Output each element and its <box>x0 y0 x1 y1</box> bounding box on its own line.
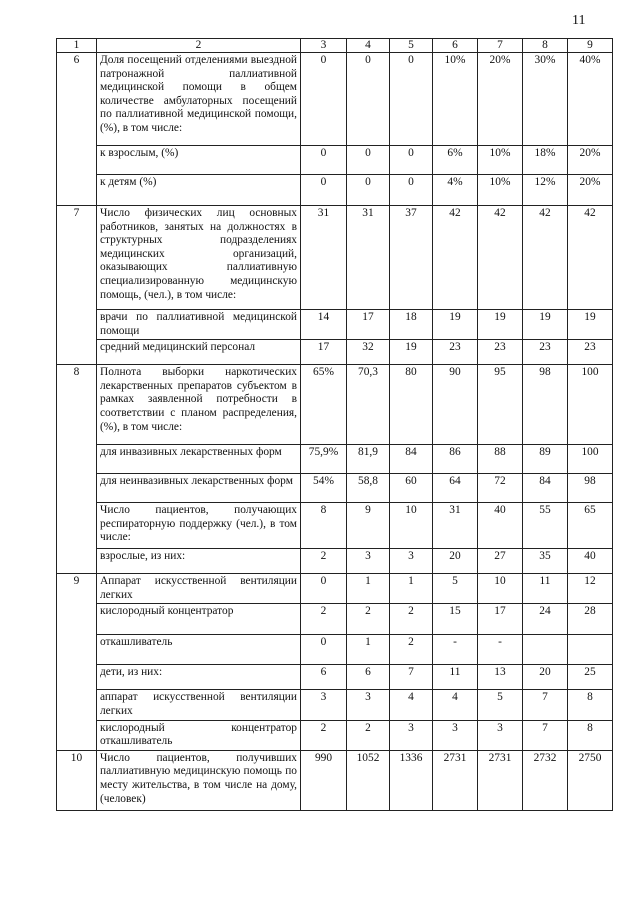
value-cell: 12% <box>523 175 568 206</box>
row-description: врачи по паллиативной медицинской помощи <box>97 310 301 340</box>
value-cell: 58,8 <box>347 474 390 503</box>
row-description: для инвазивных лекарственных форм <box>97 445 301 474</box>
value-cell: 20 <box>523 665 568 690</box>
value-cell: 2731 <box>433 750 478 810</box>
value-cell: 1052 <box>347 750 390 810</box>
value-cell: 3 <box>301 690 347 720</box>
value-cell: 2 <box>347 720 390 750</box>
value-cell: 5 <box>478 690 523 720</box>
value-cell: 2732 <box>523 750 568 810</box>
value-cell: 19 <box>390 340 433 365</box>
value-cell: 65 <box>568 503 613 549</box>
value-cell: 31 <box>433 503 478 549</box>
value-cell: 6 <box>347 665 390 690</box>
value-cell: 3 <box>390 720 433 750</box>
table-row <box>57 445 613 474</box>
row-description: Число физических лиц основных работников, занятых на должностях в структурных подразделениях медицинских организаций, оказывающих паллиативную специализированную медицинскую помощь, (чел.), в том числе: <box>97 206 301 310</box>
value-cell: 18% <box>523 146 568 175</box>
value-cell: 19 <box>523 310 568 340</box>
indicators-table <box>56 38 613 811</box>
value-cell: 81,9 <box>347 445 390 474</box>
table-row <box>57 635 613 665</box>
value-cell: 3 <box>433 720 478 750</box>
value-cell: 42 <box>433 206 478 310</box>
value-cell: 0 <box>301 146 347 175</box>
value-cell: 0 <box>390 175 433 206</box>
row-description: Доля посещений отделениями выездной патронажной паллиативной медицинской помощи в общем количестве амбулаторных посещений по паллиативной медицинской помощи, (%), в том числе: <box>97 53 301 146</box>
value-cell: 37 <box>390 206 433 310</box>
value-cell: 17 <box>347 310 390 340</box>
row-number: 7 <box>57 206 97 365</box>
row-description: дети, из них: <box>97 665 301 690</box>
value-cell: 28 <box>568 604 613 635</box>
value-cell: 80 <box>390 365 433 445</box>
value-cell: 18 <box>390 310 433 340</box>
value-cell: 40 <box>568 549 613 574</box>
header-cell: 7 <box>478 39 523 53</box>
value-cell: 19 <box>433 310 478 340</box>
value-cell: 89 <box>523 445 568 474</box>
value-cell: 20% <box>568 146 613 175</box>
header-cell: 6 <box>433 39 478 53</box>
value-cell: 19 <box>478 310 523 340</box>
table-row <box>57 175 613 206</box>
value-cell: 20 <box>433 549 478 574</box>
page-number: 11 <box>572 13 586 28</box>
row-description: Число пациентов, получающих респираторную поддержку (чел.), в том числе: <box>97 503 301 549</box>
value-cell: 72 <box>478 474 523 503</box>
value-cell: 86 <box>433 445 478 474</box>
value-cell: 2 <box>390 635 433 665</box>
value-cell: 23 <box>568 340 613 365</box>
table-row <box>57 549 613 574</box>
value-cell: 31 <box>347 206 390 310</box>
row-number: 9 <box>57 574 97 751</box>
value-cell: 19 <box>568 310 613 340</box>
table-row <box>57 474 613 503</box>
value-cell: 100 <box>568 445 613 474</box>
value-cell: 84 <box>523 474 568 503</box>
value-cell: 12 <box>568 574 613 604</box>
value-cell: 40 <box>478 503 523 549</box>
value-cell: 98 <box>568 474 613 503</box>
value-cell: 0 <box>301 53 347 146</box>
value-cell: 24 <box>523 604 568 635</box>
table-row <box>57 146 613 175</box>
value-cell: 64 <box>433 474 478 503</box>
value-cell <box>523 635 568 665</box>
value-cell: 42 <box>568 206 613 310</box>
value-cell: 10% <box>478 146 523 175</box>
value-cell: 990 <box>301 750 347 810</box>
row-number: 10 <box>57 750 97 810</box>
row-description: для неинвазивных лекарственных форм <box>97 474 301 503</box>
value-cell: 75,9% <box>301 445 347 474</box>
table-row <box>57 206 613 310</box>
value-cell: 7 <box>390 665 433 690</box>
value-cell: 13 <box>478 665 523 690</box>
value-cell: 8 <box>568 690 613 720</box>
row-description: Полнота выборки наркотических лекарственных препаратов субъектом в рамках заявленной потребности в соответствии с планом распределения, (%), в том числе: <box>97 365 301 445</box>
value-cell: 2 <box>390 604 433 635</box>
value-cell: 10 <box>390 503 433 549</box>
value-cell: 1 <box>347 635 390 665</box>
header-cell: 5 <box>390 39 433 53</box>
table-row <box>57 53 613 146</box>
table-row <box>57 604 613 635</box>
value-cell: 70,3 <box>347 365 390 445</box>
value-cell: 31 <box>301 206 347 310</box>
value-cell: 0 <box>301 574 347 604</box>
value-cell: 84 <box>390 445 433 474</box>
value-cell: 0 <box>301 175 347 206</box>
value-cell: 15 <box>433 604 478 635</box>
value-cell: 4 <box>433 690 478 720</box>
value-cell: 3 <box>478 720 523 750</box>
value-cell: 42 <box>478 206 523 310</box>
value-cell: 23 <box>523 340 568 365</box>
value-cell: 0 <box>347 175 390 206</box>
value-cell: 0 <box>347 146 390 175</box>
value-cell <box>568 635 613 665</box>
value-cell: 7 <box>523 720 568 750</box>
value-cell: 14 <box>301 310 347 340</box>
value-cell: 98 <box>523 365 568 445</box>
value-cell: 20% <box>478 53 523 146</box>
value-cell: 54% <box>301 474 347 503</box>
row-description: Аппарат искусственной вентиляции легких <box>97 574 301 604</box>
value-cell: 2 <box>347 604 390 635</box>
value-cell: 2 <box>301 720 347 750</box>
header-cell: 4 <box>347 39 390 53</box>
value-cell: 9 <box>347 503 390 549</box>
value-cell: 23 <box>478 340 523 365</box>
value-cell: 5 <box>433 574 478 604</box>
value-cell: 27 <box>478 549 523 574</box>
row-description: к детям (%) <box>97 175 301 206</box>
value-cell: 8 <box>301 503 347 549</box>
table-row <box>57 503 613 549</box>
table-row <box>57 665 613 690</box>
value-cell: 11 <box>433 665 478 690</box>
row-number: 8 <box>57 365 97 574</box>
header-cell: 2 <box>97 39 301 53</box>
value-cell: 0 <box>301 635 347 665</box>
value-cell: 25 <box>568 665 613 690</box>
value-cell: 10% <box>433 53 478 146</box>
value-cell: 23 <box>433 340 478 365</box>
table-row <box>57 340 613 365</box>
value-cell: 6 <box>301 665 347 690</box>
value-cell: 60 <box>390 474 433 503</box>
value-cell: 2 <box>301 604 347 635</box>
table-row <box>57 750 613 810</box>
row-description: аппарат искусственной вентиляции легких <box>97 690 301 720</box>
table-row <box>57 574 613 604</box>
value-cell: - <box>433 635 478 665</box>
value-cell: 1336 <box>390 750 433 810</box>
header-cell: 3 <box>301 39 347 53</box>
value-cell: 65% <box>301 365 347 445</box>
row-description: к взрослым, (%) <box>97 146 301 175</box>
row-number: 6 <box>57 53 97 206</box>
value-cell: 11 <box>523 574 568 604</box>
value-cell: 40% <box>568 53 613 146</box>
value-cell: 3 <box>347 690 390 720</box>
value-cell: 2731 <box>478 750 523 810</box>
value-cell: 3 <box>390 549 433 574</box>
value-cell: 20% <box>568 175 613 206</box>
value-cell: 0 <box>347 53 390 146</box>
value-cell: 90 <box>433 365 478 445</box>
table-row <box>57 690 613 720</box>
value-cell: - <box>478 635 523 665</box>
value-cell: 32 <box>347 340 390 365</box>
value-cell: 0 <box>390 53 433 146</box>
row-description: Число пациентов, получивших паллиативную медицинскую помощь по месту жительства, в том числе на дому, (человек) <box>97 750 301 810</box>
value-cell: 6% <box>433 146 478 175</box>
value-cell: 4% <box>433 175 478 206</box>
value-cell: 30% <box>523 53 568 146</box>
value-cell: 17 <box>301 340 347 365</box>
value-cell: 95 <box>478 365 523 445</box>
header-cell: 1 <box>57 39 97 53</box>
value-cell: 1 <box>347 574 390 604</box>
row-description: кислородный концентратор <box>97 604 301 635</box>
row-description: средний медицинский персонал <box>97 340 301 365</box>
table-row <box>57 310 613 340</box>
value-cell: 7 <box>523 690 568 720</box>
value-cell: 17 <box>478 604 523 635</box>
row-description: взрослые, из них: <box>97 549 301 574</box>
value-cell: 100 <box>568 365 613 445</box>
value-cell: 2 <box>301 549 347 574</box>
value-cell: 42 <box>523 206 568 310</box>
value-cell: 10% <box>478 175 523 206</box>
value-cell: 10 <box>478 574 523 604</box>
header-cell: 9 <box>568 39 613 53</box>
value-cell: 0 <box>390 146 433 175</box>
header-cell: 8 <box>523 39 568 53</box>
value-cell: 3 <box>347 549 390 574</box>
value-cell: 35 <box>523 549 568 574</box>
value-cell: 55 <box>523 503 568 549</box>
value-cell: 88 <box>478 445 523 474</box>
header-row <box>57 39 613 53</box>
value-cell: 4 <box>390 690 433 720</box>
row-description: откашливатель <box>97 635 301 665</box>
table-row <box>57 365 613 445</box>
row-description: кислородный концентратор откашливатель <box>97 720 301 750</box>
value-cell: 8 <box>568 720 613 750</box>
value-cell: 2750 <box>568 750 613 810</box>
value-cell: 1 <box>390 574 433 604</box>
table-row <box>57 720 613 750</box>
